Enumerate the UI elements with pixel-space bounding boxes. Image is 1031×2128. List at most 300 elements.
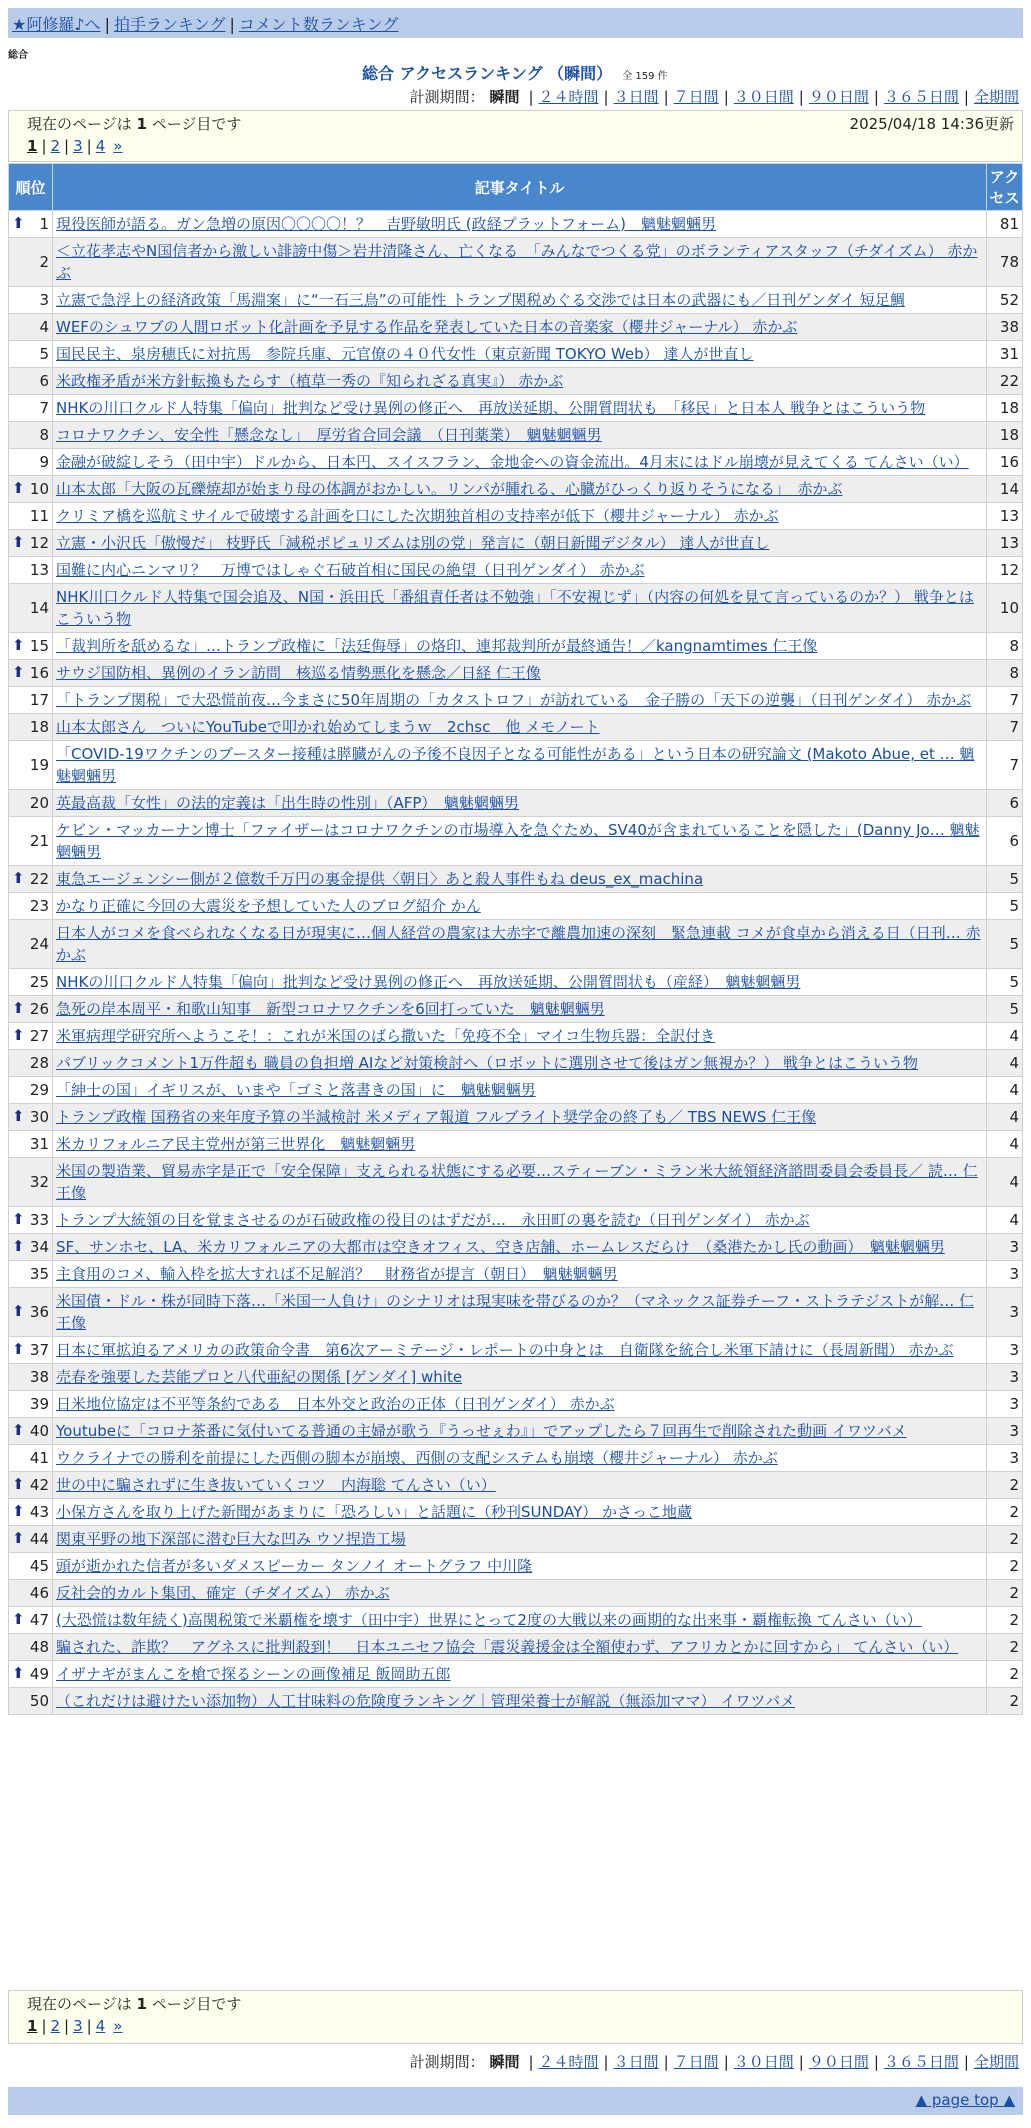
rank-cell bbox=[9, 1499, 53, 1526]
rank-number: 34 bbox=[29, 1238, 49, 1256]
period-link-90d[interactable]: ９０日間 bbox=[808, 2053, 869, 2071]
page-separator: | bbox=[86, 137, 92, 155]
rank-number: 40 bbox=[29, 1422, 49, 1440]
article-title-link[interactable]: コロナワクチン、安全性「懸念なし」 厚労省合同会議 （日刊薬業） 魑魅魍魎男 bbox=[56, 426, 602, 444]
period-separator: | bbox=[528, 2053, 534, 2071]
access-count: 2 bbox=[987, 1472, 1023, 1499]
article-title-link[interactable]: 「紳士の国」イギリスが、いまや「ゴミと落書きの国」に 魑魅魍魎男 bbox=[56, 1081, 536, 1099]
article-title-link[interactable]: 国民民主、泉房穂氏に対抗馬 参院兵庫、元官僚の４０代女性（東京新聞 TOKYO Web） 達人が世直し bbox=[56, 345, 754, 363]
rank-number: 4 bbox=[39, 318, 49, 336]
title-cell bbox=[53, 1050, 987, 1077]
article-title-link[interactable]: 米国の製造業、貿易赤字是正で「安全保障」支えられる状態にする必要…スティーブン・ミラン米大統領経済諮問委員会委員長／ 読… 仁王像 bbox=[56, 1162, 978, 1202]
rank-cell bbox=[9, 790, 53, 817]
access-count: 2 bbox=[987, 1580, 1023, 1607]
rank-number: 29 bbox=[29, 1081, 49, 1099]
table-row bbox=[9, 1337, 1023, 1364]
period-link-365d[interactable]: ３６５日間 bbox=[883, 2053, 959, 2071]
title-cell bbox=[53, 1634, 987, 1661]
article-title-link[interactable]: 世の中に騙されずに生き抜いていくコツ 内海聡 てんさい（い） bbox=[56, 1476, 496, 1494]
rank-cell bbox=[9, 1131, 53, 1158]
rank-cell bbox=[9, 1607, 53, 1634]
article-title-link[interactable]: 反社会的カルト集団、確定（チダイズム） 赤かぶ bbox=[56, 1584, 390, 1602]
rank-cell bbox=[9, 341, 53, 368]
access-count: 3 bbox=[987, 1418, 1023, 1445]
rank-cell bbox=[9, 741, 53, 790]
article-title-link[interactable]: (大恐慌は数年続く)高関税策で米覇権を壊す（田中宇）世界にとって2度の大戦以来の画期的な出来事・覇権転換 てんさい（い） bbox=[56, 1611, 922, 1629]
rank-cell bbox=[9, 1050, 53, 1077]
title-cell bbox=[53, 287, 987, 314]
rank-up-arrow-icon: ⬆ bbox=[12, 868, 25, 887]
title-cell bbox=[53, 1607, 987, 1634]
table-row bbox=[9, 1499, 1023, 1526]
rank-cell bbox=[9, 314, 53, 341]
rank-number: 21 bbox=[29, 832, 49, 850]
article-title-link[interactable]: 英最高裁「女性」の法的定義は「出生時の性別」（AFP） 魑魅魍魎男 bbox=[56, 794, 519, 812]
article-title-link[interactable]: Youtubeに「コロナ茶番に気付いてる普通の主婦が歌う『うっせぇわ』」でアップしたら７回再生で削除された動画 イワツバメ bbox=[56, 1422, 907, 1440]
rank-cell bbox=[9, 1234, 53, 1261]
period-link-90d[interactable]: ９０日間 bbox=[808, 88, 869, 106]
table-row bbox=[9, 1607, 1023, 1634]
article-title-link[interactable]: トランプ政権 国務省の来年度予算の半減検討 米メディア報道 フルブライト奨学金の終了も／ TBS NEWS 仁王像 bbox=[56, 1108, 817, 1126]
rank-up-arrow-icon: ⬆ bbox=[12, 1528, 25, 1547]
rank-number: 19 bbox=[29, 756, 49, 774]
period-label: 計測期間： bbox=[409, 2053, 485, 2071]
rank-cell bbox=[9, 1391, 53, 1418]
table-row bbox=[9, 893, 1023, 920]
rank-cell bbox=[9, 1553, 53, 1580]
period-link-30d[interactable]: ３０日間 bbox=[733, 88, 794, 106]
table-row bbox=[9, 368, 1023, 395]
article-title-link[interactable]: 「裁判所を舐めるな」…トランプ政権に「法廷侮辱」の烙印、連邦裁判所が最終通告！／kangnamtimes 仁王像 bbox=[56, 637, 818, 655]
rank-cell bbox=[9, 893, 53, 920]
title-cell bbox=[53, 817, 987, 866]
access-count: 13 bbox=[987, 530, 1023, 557]
article-title-link[interactable]: トランプ大統領の目を覚まさせるのが石破政権の役目のはずだが… 永田町の裏を読む（日刊ゲンダイ） 赤かぶ bbox=[56, 1211, 810, 1229]
page-links bbox=[27, 2015, 1004, 2037]
table-row bbox=[9, 920, 1023, 969]
table-row bbox=[9, 1131, 1023, 1158]
title-cell bbox=[53, 422, 987, 449]
article-title-link[interactable]: 国難に内心ニンマリ？ 万博ではしゃぐ石破首相に国民の絶望（日刊ゲンダイ） 赤かぶ bbox=[56, 561, 645, 579]
title-cell bbox=[53, 530, 987, 557]
rank-cell bbox=[9, 1207, 53, 1234]
nav-link-asyura[interactable]: ★阿修羅♪へ bbox=[12, 15, 101, 34]
period-link-30d[interactable]: ３０日間 bbox=[733, 2053, 794, 2071]
title-cell bbox=[53, 1661, 987, 1688]
period-link-all[interactable]: 全期間 bbox=[973, 88, 1019, 106]
rank-cell bbox=[9, 1023, 53, 1050]
rank-number: 13 bbox=[29, 561, 49, 579]
article-title-link[interactable]: （これだけは避けたい添加物）人工甘味料の危険度ランキング｜管理栄養士が解説（無添加ママ） イワツバメ bbox=[56, 1692, 796, 1710]
article-title-link[interactable]: クリミア橋を巡航ミサイルで破壊する計画を口にした次期独首相の支持率が低下（櫻井ジャーナル） 赤かぶ bbox=[56, 507, 779, 525]
article-title-link[interactable]: 山本太郎「大阪の瓦礫焼却が始まり母の体調がおかしい。リンパが腫れる、心臓がひっくり返りそうになる」 赤かぶ bbox=[56, 480, 843, 498]
article-title-link[interactable]: 日本に軍拡迫るアメリカの政策命令書 第6次アーミテージ・レポートの中身とは 自衛隊を統合し米軍下請けに（長周新聞） 赤かぶ bbox=[56, 1341, 954, 1359]
period-link-3d[interactable]: ３日間 bbox=[613, 88, 659, 106]
access-count: 16 bbox=[987, 449, 1023, 476]
article-title-link[interactable]: NHK川口クルド人特集で国会追及、N国・浜田氏「番組責任者は不勉強」「不安視じず」（内容の何処を見て言っているのか？） 戦争とはこういう物 bbox=[56, 588, 974, 628]
access-count: 8 bbox=[987, 660, 1023, 687]
access-count: 4 bbox=[987, 1023, 1023, 1050]
article-title-link[interactable]: 日米地位協定は不平等条約である 日本外交と政治の正体（日刊ゲンダイ） 赤かぶ bbox=[56, 1395, 615, 1413]
table-row bbox=[9, 1364, 1023, 1391]
access-count: 2 bbox=[987, 1526, 1023, 1553]
table-row bbox=[9, 1688, 1023, 1715]
table-row bbox=[9, 1634, 1023, 1661]
article-title-link[interactable]: 小保方さんを取り上げた新聞があまりに「恐ろしい」と話題に（秒刊SUNDAY） かさっこ地蔵 bbox=[56, 1503, 693, 1521]
rank-number: 38 bbox=[29, 1368, 49, 1386]
title-cell bbox=[53, 920, 987, 969]
access-count: 7 bbox=[987, 741, 1023, 790]
period-link-7d[interactable]: ７日間 bbox=[673, 2053, 719, 2071]
article-title-link[interactable]: ＜立花孝志やN国信者から激しい誹謗中傷＞岩井清隆さん、亡くなる 「みんなでつくる党」のボランティアスタッフ（チダイズム） 赤かぶ bbox=[56, 242, 978, 282]
article-title-link[interactable]: ケビン・マッカーナン博士「ファイザーはコロナワクチンの市場導入を急ぐため、SV40が含まれていることを隠した」(Danny Jo… 魑魅魍魎男 bbox=[56, 821, 980, 861]
rank-number: 6 bbox=[39, 372, 49, 390]
access-count: 3 bbox=[987, 1234, 1023, 1261]
table-row bbox=[9, 1661, 1023, 1688]
rank-cell bbox=[9, 920, 53, 969]
table-row bbox=[9, 1580, 1023, 1607]
top-nav-bar bbox=[8, 8, 1023, 38]
page-link-next[interactable]: » bbox=[113, 2017, 123, 2035]
rank-number: 15 bbox=[29, 637, 49, 655]
period-separator: | bbox=[798, 88, 804, 106]
access-count: 4 bbox=[987, 1158, 1023, 1207]
title-cell bbox=[53, 1261, 987, 1288]
page-link-3[interactable]: 3 bbox=[73, 2017, 83, 2035]
article-title-link[interactable]: サウジ国防相、異例のイラン訪問 核巡る情勢悪化を懸念／日経 仁王像 bbox=[56, 664, 541, 682]
table-row bbox=[9, 503, 1023, 530]
rank-number: 33 bbox=[29, 1211, 49, 1229]
current-page-number: 1 bbox=[136, 115, 147, 133]
table-row bbox=[9, 1553, 1023, 1580]
title-cell bbox=[53, 866, 987, 893]
page-link-4[interactable]: 4 bbox=[95, 2017, 106, 2035]
rank-number: 32 bbox=[29, 1173, 49, 1191]
period-separator: | bbox=[798, 2053, 804, 2071]
rank-cell bbox=[9, 1337, 53, 1364]
title-cell bbox=[53, 238, 987, 287]
rank-number: 45 bbox=[29, 1557, 49, 1575]
article-title-link[interactable]: 主食用のコメ、輸入枠を拡大すれば不足解消？ 財務省が提言（朝日） 魑魅魍魎男 bbox=[56, 1265, 618, 1283]
article-title-link[interactable]: イザナギがまんこを槍で探るシーンの画像補足 飯岡助五郎 bbox=[56, 1665, 451, 1683]
page-link-2[interactable]: 2 bbox=[50, 2017, 61, 2035]
table-row bbox=[9, 1261, 1023, 1288]
access-count: 2 bbox=[987, 1688, 1023, 1715]
rank-number: 35 bbox=[29, 1265, 49, 1283]
rank-number: 1 bbox=[39, 215, 49, 233]
table-row bbox=[9, 660, 1023, 687]
title-cell bbox=[53, 1207, 987, 1234]
access-count: 52 bbox=[987, 287, 1023, 314]
rank-up-arrow-icon: ⬆ bbox=[12, 998, 25, 1017]
title-cell bbox=[53, 1023, 987, 1050]
current-page-prefix: 現在のページは bbox=[27, 115, 132, 133]
rank-number: 12 bbox=[29, 534, 49, 552]
rank-up-arrow-icon: ⬆ bbox=[12, 1106, 25, 1125]
rank-number: 31 bbox=[29, 1135, 49, 1153]
title-cell bbox=[53, 341, 987, 368]
rank-cell bbox=[9, 449, 53, 476]
access-count: 3 bbox=[987, 1288, 1023, 1337]
nav-link-comment-ranking[interactable]: コメント数ランキング bbox=[238, 15, 399, 34]
title-cell bbox=[53, 1418, 987, 1445]
rank-cell bbox=[9, 1472, 53, 1499]
rank-up-arrow-icon: ⬆ bbox=[12, 1609, 25, 1628]
access-count: 4 bbox=[987, 1077, 1023, 1104]
rank-number: 18 bbox=[29, 718, 49, 736]
title-cell bbox=[53, 996, 987, 1023]
article-title-link[interactable]: 立憲・小沢氏「傲慢だ」 枝野氏「減税ポピュリズムは別の党」発言に（朝日新聞デジタル） 達人が世直し bbox=[56, 534, 770, 552]
page-top-link[interactable]: ▲ page top ▲ bbox=[915, 2091, 1015, 2109]
rank-cell bbox=[9, 503, 53, 530]
article-title-link[interactable]: 関東平野の地下深部に潜む巨大な凹み ウソ捏造工場 bbox=[56, 1530, 406, 1548]
article-title-link[interactable]: パブリックコメント1万件超も 職員の負担増 AIなど対策検討へ（ロボットに選別させて後はガン無視か？） 戦争とはこういう物 bbox=[56, 1054, 919, 1072]
table-row bbox=[9, 341, 1023, 368]
nav-link-clap-ranking[interactable]: 拍手ランキング bbox=[113, 15, 226, 34]
access-count: 3 bbox=[987, 1391, 1023, 1418]
table-row bbox=[9, 395, 1023, 422]
access-count: 6 bbox=[987, 790, 1023, 817]
article-title-link[interactable]: NHKの川口クルド人特集「偏向」批判など受け異例の修正へ 再放送延期、公開質問状も（産経） 魑魅魍魎男 bbox=[56, 973, 801, 991]
period-separator: | bbox=[603, 2053, 609, 2071]
table-row bbox=[9, 996, 1023, 1023]
rank-cell bbox=[9, 557, 53, 584]
access-count: 81 bbox=[987, 211, 1023, 238]
period-selector-top bbox=[410, 86, 1019, 107]
rank-number: 26 bbox=[29, 1000, 49, 1018]
access-count: 31 bbox=[987, 341, 1023, 368]
title-cell bbox=[53, 1445, 987, 1472]
article-title-link[interactable]: SF、サンホセ、LA、米カリフォルニアの大都市は空きオフィス、空き店舗、ホームレスだらけ （桑港たかし氏の動画） 魑魅魍魎男 bbox=[56, 1238, 945, 1256]
page-link-3[interactable]: 3 bbox=[73, 137, 83, 155]
rank-number: 14 bbox=[29, 599, 49, 617]
page-title-text: 総合 アクセスランキング （瞬間） bbox=[362, 64, 613, 83]
article-title-link[interactable]: 立憲で急浮上の経済政策「馬淵案」に“一石三鳥”の可能性 トランプ関税めぐる交渉では日本の武器にも／日刊ゲンダイ 短足鯛 bbox=[56, 291, 905, 309]
period-separator: | bbox=[873, 88, 879, 106]
access-count: 7 bbox=[987, 714, 1023, 741]
title-cell bbox=[53, 1131, 987, 1158]
page-separator: | bbox=[64, 2017, 70, 2035]
current-page-text bbox=[27, 1993, 1004, 2015]
category-label: 総合 bbox=[8, 50, 28, 61]
table-row bbox=[9, 476, 1023, 503]
rank-up-arrow-icon: ⬆ bbox=[12, 1420, 25, 1439]
article-title-link[interactable]: 米軍病理学研究所へようこそ！：これが米国のばら撒いた「免疫不全」マイコ生物兵器：全訳付き bbox=[56, 1027, 716, 1045]
page-link-next[interactable]: » bbox=[113, 137, 123, 155]
article-title-link[interactable]: 「COVID-19ワクチンのブースター接種は膵臓がんの予後不良因子となる可能性がある」という日本の研究論文 (Makoto Abue, et … 魑魅魍魎男 bbox=[56, 745, 975, 785]
article-title-link[interactable]: かなり正確に今回の大震災を予想していた人のブログ紹介 かん bbox=[56, 897, 481, 915]
title-cell bbox=[53, 503, 987, 530]
current-page-suffix: ページ目です bbox=[151, 1995, 242, 2013]
page-link-2[interactable]: 2 bbox=[50, 137, 61, 155]
article-title-link[interactable]: 頭が逝かれた信者が多いダメスピーカー タンノイ オートグラフ 中川隆 bbox=[56, 1557, 533, 1575]
title-cell bbox=[53, 395, 987, 422]
period-link-24h[interactable]: ２４時間 bbox=[538, 88, 599, 106]
period-separator: | bbox=[723, 2053, 729, 2071]
rank-cell bbox=[9, 211, 53, 238]
nav-separator: | bbox=[104, 15, 110, 34]
page-link-4[interactable]: 4 bbox=[95, 137, 106, 155]
access-count: 4 bbox=[987, 1050, 1023, 1077]
title-cell bbox=[53, 741, 987, 790]
title-cell bbox=[53, 1077, 987, 1104]
pager-top bbox=[8, 110, 1023, 162]
access-count: 6 bbox=[987, 817, 1023, 866]
title-cell bbox=[53, 1234, 987, 1261]
rank-up-arrow-icon: ⬆ bbox=[12, 1236, 25, 1255]
table-row bbox=[9, 211, 1023, 238]
article-title-link[interactable]: 騙された、詐欺？ アグネスに批判殺到！ 日本ユニセフ協会「震災義援金は全額使わず、アフリカとかに回すから」 てんさい（い） bbox=[56, 1638, 959, 1656]
period-link-7d[interactable]: ７日間 bbox=[673, 88, 719, 106]
access-count: 3 bbox=[987, 1337, 1023, 1364]
access-count: 12 bbox=[987, 557, 1023, 584]
rank-cell bbox=[9, 422, 53, 449]
rank-number: 37 bbox=[29, 1341, 49, 1359]
current-page-number: 1 bbox=[136, 1995, 147, 2013]
article-title-link[interactable]: ウクライナでの勝利を前提にした西側の脚本が崩壊、西側の支配システムも崩壊（櫻井ジャーナル） 赤かぶ bbox=[56, 1449, 778, 1467]
item-count: 全 159 件 bbox=[622, 71, 668, 82]
period-current: 瞬間 bbox=[489, 2053, 520, 2071]
title-cell bbox=[53, 584, 987, 633]
article-title-link[interactable]: 急死の岸本周平・和歌山知事 新型コロナワクチンを6回打っていた 魑魅魍魎男 bbox=[56, 1000, 605, 1018]
rank-cell bbox=[9, 1526, 53, 1553]
table-row bbox=[9, 449, 1023, 476]
rank-cell bbox=[9, 287, 53, 314]
access-count: 8 bbox=[987, 633, 1023, 660]
table-row bbox=[9, 1023, 1023, 1050]
period-separator: | bbox=[963, 88, 969, 106]
article-title-link[interactable]: 日本人がコメを食べられなくなる日が現実に…個人経営の農家は大赤字で離農加速の深刻 緊急連載 コメが食卓から消える日（日刊… 赤かぶ bbox=[56, 924, 981, 964]
period-separator: | bbox=[528, 88, 534, 106]
rank-up-arrow-icon: ⬆ bbox=[12, 662, 25, 681]
title-cell bbox=[53, 1553, 987, 1580]
title-cell bbox=[53, 1391, 987, 1418]
access-count: 5 bbox=[987, 969, 1023, 996]
title-cell bbox=[53, 1526, 987, 1553]
rank-number: 7 bbox=[39, 399, 49, 417]
table-row bbox=[9, 422, 1023, 449]
rank-number: 49 bbox=[29, 1665, 49, 1683]
article-title-link[interactable]: 米国債・ドル・株が同時下落…「米国一人負け」のシナリオは現実味を帯びるのか？（マネックス証券チーフ・ストラテジストが解… 仁王像 bbox=[56, 1292, 974, 1332]
page-links bbox=[27, 135, 1004, 157]
title-cell bbox=[53, 557, 987, 584]
article-title-link[interactable]: 東急エージェンシー側が２億数千万円の裏金提供〈朝日〉あと殺人事件もね deus_ex_machina bbox=[56, 870, 704, 888]
rank-cell bbox=[9, 1418, 53, 1445]
rank-number: 39 bbox=[29, 1395, 49, 1413]
period-link-24h[interactable]: ２４時間 bbox=[538, 2053, 599, 2071]
rank-cell bbox=[9, 530, 53, 557]
rank-up-arrow-icon: ⬆ bbox=[12, 478, 25, 497]
title-cell bbox=[53, 1688, 987, 1715]
table-row bbox=[9, 714, 1023, 741]
table-header-row bbox=[9, 164, 1023, 211]
rank-number: 25 bbox=[29, 973, 49, 991]
title-cell bbox=[53, 660, 987, 687]
article-title-link[interactable]: 「トランプ関税」で大恐慌前夜…今まさに50年周期の「カタストロフ」が訪れている 金子勝の「天下の逆襲」（日刊ゲンダイ） 赤かぶ bbox=[56, 691, 972, 709]
period-link-365d[interactable]: ３６５日間 bbox=[883, 88, 959, 106]
article-title-link[interactable]: WEFのシュワブの人間ロボット化計画を予見する作品を発表していた日本の音楽家（櫻井ジャーナル） 赤かぶ bbox=[56, 318, 798, 336]
rank-cell bbox=[9, 1661, 53, 1688]
article-title-link[interactable]: 売春を強要した芸能プロと八代亜紀の関係 [ゲンダイ] white bbox=[56, 1368, 463, 1386]
rank-number: 50 bbox=[29, 1692, 49, 1710]
article-title-link[interactable]: 現役医師が語る。ガン急増の原因〇〇〇〇！？ 吉野敏明氏 (政経プラットフォーム) 魑魅魍魎男 bbox=[56, 215, 716, 233]
period-link-all[interactable]: 全期間 bbox=[973, 2053, 1019, 2071]
ranking-table bbox=[8, 163, 1023, 1715]
title-cell bbox=[53, 790, 987, 817]
article-title-link[interactable]: 金融が破綻しそう（田中宇）ドルから、日本円、スイスフラン、金地金への資金流出。4月末にはドル崩壊が見えてくる てんさい（い） bbox=[56, 453, 969, 471]
rank-number: 23 bbox=[29, 897, 49, 915]
ranking-table-body bbox=[9, 211, 1023, 1715]
period-current: 瞬間 bbox=[489, 88, 520, 106]
access-count: 10 bbox=[987, 584, 1023, 633]
rank-number: 16 bbox=[29, 664, 49, 682]
table-row bbox=[9, 687, 1023, 714]
rank-cell bbox=[9, 584, 53, 633]
article-title-link[interactable]: 山本太郎さん ついにYouTubeで叩かれ始めてしまうｗ 2chsc 他 メモノート bbox=[56, 718, 600, 736]
rank-cell bbox=[9, 1158, 53, 1207]
rank-up-arrow-icon: ⬆ bbox=[12, 1339, 25, 1358]
period-separator: | bbox=[873, 2053, 879, 2071]
table-row bbox=[9, 1445, 1023, 1472]
access-count: 5 bbox=[987, 893, 1023, 920]
title-cell bbox=[53, 1337, 987, 1364]
article-title-link[interactable]: NHKの川口クルド人特集「偏向」批判など受け異例の修正へ 再放送延期、公開質問状も 「移民」と日本人 戦争とはこういう物 bbox=[56, 399, 926, 417]
current-page-prefix: 現在のページは bbox=[27, 1995, 132, 2013]
rank-cell bbox=[9, 1104, 53, 1131]
rank-number: 10 bbox=[29, 480, 49, 498]
title-cell bbox=[53, 714, 987, 741]
article-title-link[interactable]: 米政権矛盾が米方針転換もたらす（植草一秀の『知られざる真実』） 赤かぶ bbox=[56, 372, 564, 390]
rank-up-arrow-icon: ⬆ bbox=[12, 1301, 25, 1320]
table-row bbox=[9, 1104, 1023, 1131]
rank-cell bbox=[9, 1261, 53, 1288]
period-link-3d[interactable]: ３日間 bbox=[613, 2053, 659, 2071]
table-row bbox=[9, 1050, 1023, 1077]
table-row bbox=[9, 1288, 1023, 1337]
table-row bbox=[9, 817, 1023, 866]
updated-timestamp: 2025/04/18 14:36更新 bbox=[849, 115, 1014, 133]
table-row bbox=[9, 557, 1023, 584]
access-count: 5 bbox=[987, 996, 1023, 1023]
rank-number: 43 bbox=[29, 1503, 49, 1521]
rank-cell bbox=[9, 1364, 53, 1391]
rank-cell bbox=[9, 817, 53, 866]
rank-cell bbox=[9, 633, 53, 660]
table-row bbox=[9, 790, 1023, 817]
title-cell bbox=[53, 1104, 987, 1131]
rank-up-arrow-icon: ⬆ bbox=[12, 635, 25, 654]
period-separator: | bbox=[723, 88, 729, 106]
rank-number: 9 bbox=[39, 453, 49, 471]
rank-number: 20 bbox=[29, 794, 49, 812]
title-cell bbox=[53, 633, 987, 660]
rank-cell bbox=[9, 1077, 53, 1104]
table-row bbox=[9, 633, 1023, 660]
period-separator: | bbox=[663, 2053, 669, 2071]
rank-cell bbox=[9, 1580, 53, 1607]
rank-up-arrow-icon: ⬆ bbox=[12, 213, 25, 232]
nav-separator: | bbox=[229, 15, 235, 34]
access-count: 2 bbox=[987, 1661, 1023, 1688]
rank-cell bbox=[9, 660, 53, 687]
table-row bbox=[9, 1526, 1023, 1553]
table-row bbox=[9, 238, 1023, 287]
rank-up-arrow-icon: ⬆ bbox=[12, 1663, 25, 1682]
title-cell bbox=[53, 969, 987, 996]
access-count: 4 bbox=[987, 1131, 1023, 1158]
article-title-link[interactable]: 米カリフォルニア民主党州が第三世界化 魑魅魍魎男 bbox=[56, 1135, 416, 1153]
rank-cell bbox=[9, 395, 53, 422]
